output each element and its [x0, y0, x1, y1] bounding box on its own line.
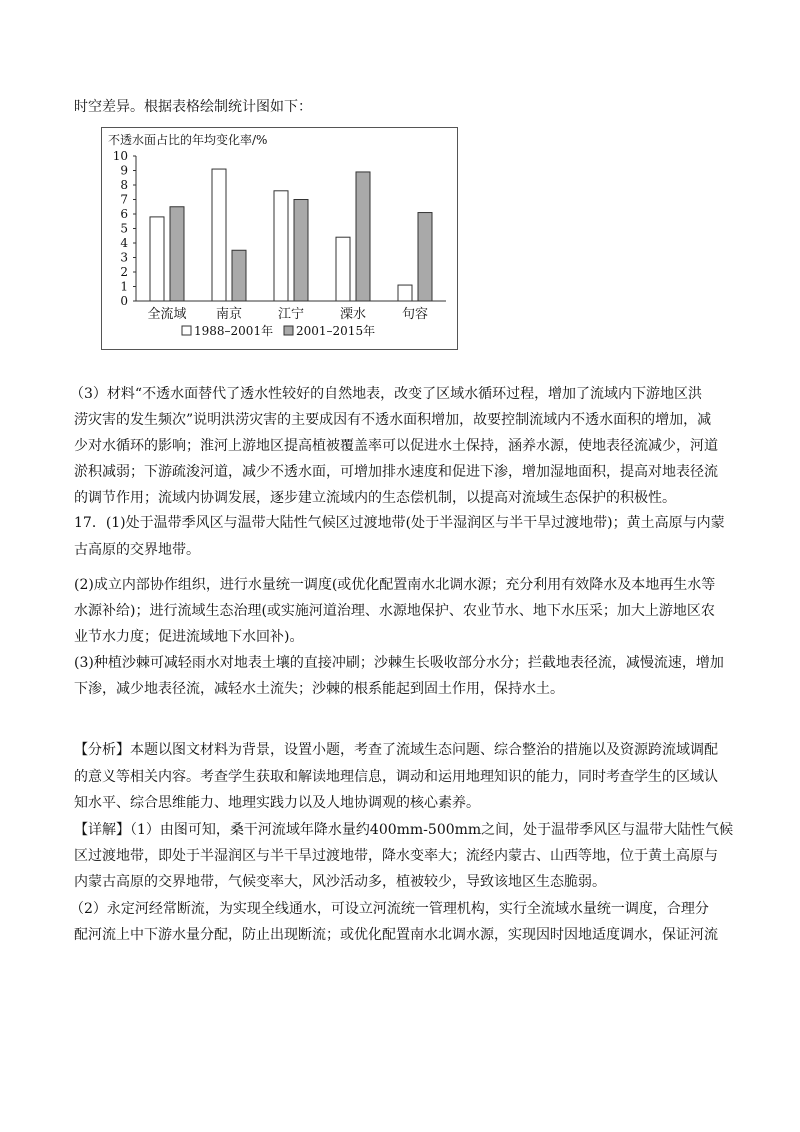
paragraph-line: 知水平、综合思维能力、地理实践力以及人地协调观的核心素养。: [74, 795, 480, 811]
paragraph-line: 的调节作用；流域内协调发展，逐步建立流域内的生态偿机制，以提高对流域生态保护的积极性。: [74, 490, 676, 506]
bar-series-1-3: [336, 237, 350, 301]
legend-label: 2001–2015年: [296, 324, 376, 338]
y-tick-label: 6: [120, 207, 128, 221]
y-tick-label: 2: [120, 265, 128, 279]
paragraph-line: (3)种植沙棘可减轻雨水对地表土壤的直接冲刷；沙棘生长吸收部分水分；拦截地表径流，减慢流速，增加: [74, 655, 724, 671]
y-tick-label: 10: [112, 149, 128, 163]
intro-text: 时空差异。根据表格绘制统计图如下：: [74, 99, 312, 115]
x-category-label: 溧水: [339, 307, 367, 322]
y-tick-label: 0: [120, 294, 128, 308]
paragraph-line: 【分析】本题以图文材料为背景，设置小题，考查了流域生态问题、综合整治的措施以及资源跨流域调配: [74, 742, 718, 758]
x-category-label: 江宁: [277, 307, 305, 322]
bar-series-2-2: [294, 200, 308, 302]
bar-series-2-3: [356, 172, 370, 301]
y-tick-label: 8: [120, 178, 128, 192]
paragraph-line: (2)成立内部协作组织，进行水量统一调度(或优化配置南水北调水源；充分利用有效降水及本地再生水等: [74, 577, 716, 593]
x-category-label: 句容: [401, 307, 429, 322]
paragraph-line: 17．(1)处于温带季风区与温带大陆性气候区过渡地带(处于半湿润区与半干旱过渡地带)；黄土高原与内蒙: [74, 515, 725, 531]
paragraph-line: 涝灾害的发生频次”说明洪涝灾害的主要成因有不透水面积增加，故要控制流域内不透水面积的增加，减: [74, 412, 712, 428]
paragraph-line: 水源补给)；进行流域生态治理(或实施河道治理、水源地保护、农业节水、地下水压采；加大上游地区农: [74, 603, 715, 619]
x-axis-labels: [147, 306, 428, 322]
paragraph-line: 的意义等相关内容。考查学生获取和解读地理信息，调动和运用地理知识的能力，同时考查学生的区域认: [74, 769, 718, 785]
bar-series-1-2: [274, 191, 288, 301]
paragraph-line: 配河流上中下游水量分配，防止出现断流；或优化配置南水北调水源，实现因时因地适度调水，保证河流: [74, 927, 718, 943]
y-tick-label: 5: [120, 221, 128, 236]
y-tick-label: 7: [120, 192, 128, 207]
bar-series-2-1: [232, 250, 246, 301]
bar-series-1-0: [150, 217, 164, 301]
chart-legend: [182, 323, 375, 338]
y-tick-label: 3: [120, 250, 128, 265]
y-tick-label: 9: [120, 163, 128, 178]
bar-series-2-4: [418, 213, 432, 301]
bars-group: [150, 169, 432, 301]
chart-title: 不透水面占比的年均变化率/%: [108, 133, 268, 147]
y-tick-label: 4: [120, 236, 128, 250]
x-category-label: 南京: [215, 307, 243, 322]
chart-svg: [102, 128, 459, 351]
bar-series-1-1: [212, 169, 226, 301]
legend-swatch: [284, 326, 293, 335]
bar-series-2-0: [170, 207, 184, 301]
paragraph-line: （2）永定河经常断流，为实现全线通水，可设立河流统一管理机构，实行全流域水量统一调度，合理分: [70, 901, 709, 917]
paragraph-line: （3）材料“不透水面替代了透水性较好的自然地表，改变了区域水循环过程，增加了流域内下游地区洪: [70, 386, 703, 402]
paragraph-line: 下渗，减少地表径流，减轻水土流失；沙棘的根系能起到固土作用，保持水土。: [74, 681, 564, 697]
legend-swatch: [182, 326, 191, 335]
paragraph-line: 内蒙古高原的交界地带，气候变率大，风沙活动多，植被较少，导致该地区生态脆弱。: [74, 874, 606, 890]
legend-label: 1988–2001年: [194, 324, 274, 338]
paragraph-line: 古高原的交界地带。: [74, 542, 200, 558]
paragraph-line: 淤积减弱；下游疏浚河道，减少不透水面，可增加排水速度和促进下渗，增加湿地面积，提高对地表径流: [74, 464, 718, 480]
y-tick-label: 1: [120, 279, 128, 294]
paragraph-line: 业节水力度；促进流域地下水回补)。: [74, 629, 304, 645]
paragraph-line: 少对水循环的影响；淮河上游地区提高植被覆盖率可以促进水土保持，涵养水源，使地表径流减少，河道: [74, 438, 718, 454]
bar-chart: [101, 127, 458, 350]
bar-series-1-4: [398, 285, 412, 301]
paragraph-line: 【详解】（1）由图可知，桑干河流域年降水量约400mm-500mm之间，处于温带季风区与温带大陆性气候: [74, 822, 734, 838]
paragraph-line: 区过渡地带，即处于半湿润区与半干旱过渡地带，降水变率大；流经内蒙古、山西等地，位于黄土高原与: [74, 848, 718, 864]
x-category-label: 全流域: [147, 307, 187, 322]
